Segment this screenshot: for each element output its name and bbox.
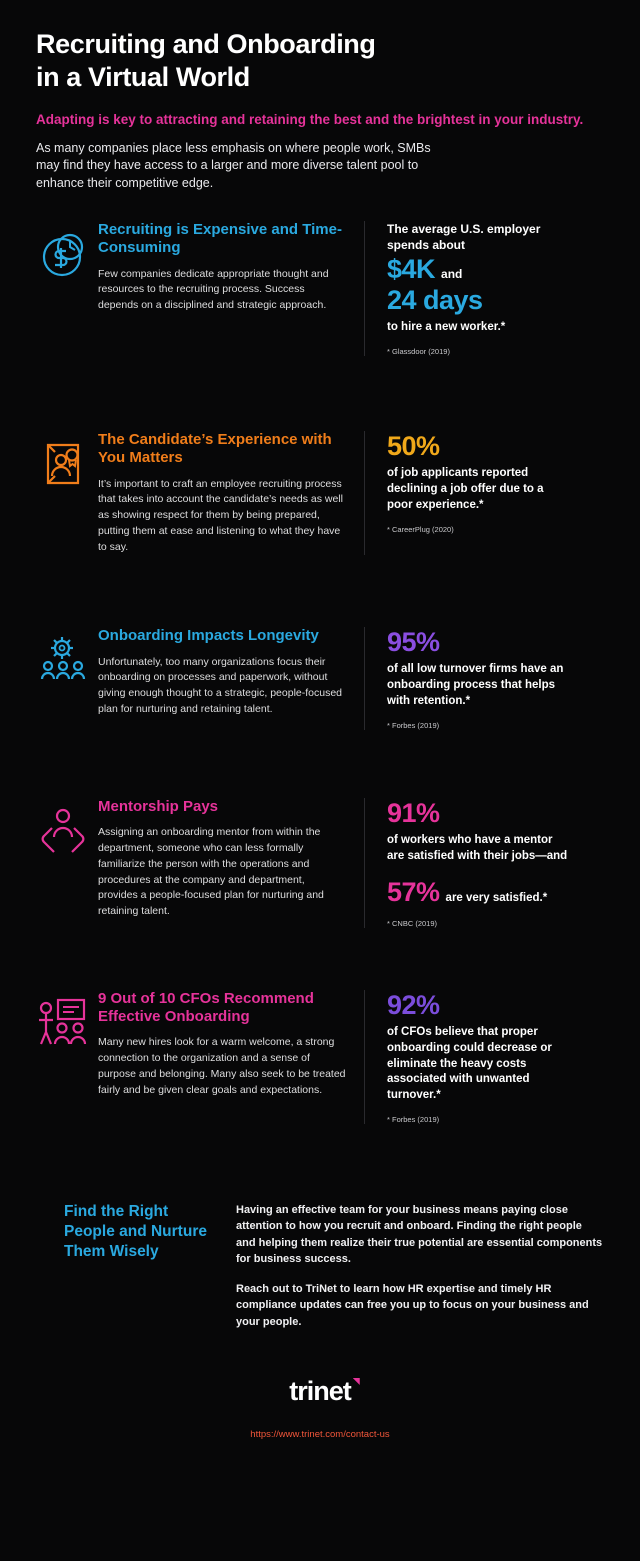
section-cfo-onboarding: [0, 990, 640, 1124]
section-body: [98, 798, 360, 928]
stat-value-primary: 95%: [387, 627, 440, 658]
footer-paragraph-2: Reach out to TriNet to learn how HR expertise and timely HR compliance updates can free you up to focus on your business and your people.: [236, 1283, 589, 1328]
section-body: [98, 221, 360, 356]
stat-value-primary: 91%: [387, 797, 440, 828]
page-subtitle: Adapting is key to attracting and retaining the best and the brightest in your industry.: [36, 111, 584, 127]
gear-people-icon: [36, 627, 98, 730]
stat-source: * Glassdoor (2019): [387, 346, 450, 356]
stat-value-secondary: 24 days: [387, 285, 483, 316]
section-mentorship-pays: [0, 798, 640, 928]
stat-tail: are very satisfied.*: [445, 891, 548, 904]
page-title-line2: in a Virtual World: [36, 61, 250, 92]
section-stat: [364, 798, 569, 928]
page-intro: As many companies place less emphasis on where people work, SMBs may find they have access to a larger and more diverse talent pool to enhance their competitive edge.: [36, 140, 431, 191]
stat-description: of job applicants reported declining a job offer due to a poor experience.*: [387, 467, 544, 511]
section-heading: Onboarding Impacts Longevity: [98, 627, 319, 645]
stat-value-primary: 92%: [387, 989, 440, 1020]
stat-value-primary: 50%: [387, 430, 440, 461]
section-recruiting-expensive: [0, 221, 640, 356]
stat-lead: The average U.S. employer spends about: [387, 221, 541, 253]
stat-source: * Forbes (2019): [387, 720, 440, 730]
stat-value-primary: $4K: [387, 254, 436, 285]
section-stat: [364, 431, 569, 555]
section-heading: 9 Out of 10 CFOs Recommend Effective Onboarding: [98, 989, 314, 1026]
brand-tick-icon: [353, 1378, 360, 1385]
section-body: [98, 990, 360, 1124]
section-text: It’s important to craft an employee recruiting process that takes into account the candidate’s needs as well as showing respect for them by being prepared, putting them at ease and listening to what they have to say.: [98, 477, 343, 553]
stat-description: of all low turnover firms have an onboarding process that helps with retention.*: [387, 663, 564, 708]
section-text: Unfortunately, too many organizations focus their onboarding on processes and paperwork, without giving enough thought to a strategic, people-focused plan for nurturing and retaining talent.: [98, 655, 343, 715]
stat-description: of CFOs believe that proper onboarding could decrease or eliminate the heavy costs associated with unwanted turnover.*: [387, 1025, 552, 1102]
stat-source: * CareerPlug (2020): [387, 524, 454, 534]
stat-conjunction: and: [441, 267, 463, 282]
brand-wordmark: [289, 1376, 351, 1407]
clock-dollar-icon: [36, 221, 98, 356]
footer-heading: Find the Right People and Nurture Them Wisely: [64, 1203, 207, 1261]
section-candidate-experience: [0, 431, 640, 555]
stat-source: * Forbes (2019): [387, 1115, 440, 1125]
stat-description: of workers who have a mentor are satisfied with their jobs—and: [387, 834, 568, 862]
section-heading: Mentorship Pays: [98, 797, 219, 815]
header: [0, 0, 640, 193]
page-title: [36, 28, 604, 94]
section-stat: [364, 627, 569, 730]
candidate-badge-icon: [36, 431, 98, 555]
footer-paragraph-1: Having an effective team for your business means paying close attention to how you recruit and onboard. Finding the right people and helping them realize their true potential are essential components for business success.: [236, 1204, 603, 1265]
stat-value-secondary: 57%: [387, 876, 440, 907]
section-text: Assigning an onboarding mentor from within the department, someone who can less formally familiarize the person with the operations and procedures at the company and department, provides a people-focused plan for nurturing and retaining talent.: [98, 826, 324, 917]
footer: [0, 1202, 640, 1330]
section-body: [98, 627, 360, 730]
page-title-line1: Recruiting and Onboarding: [36, 29, 376, 59]
stat-source: * CNBC (2019): [387, 918, 438, 928]
section-onboarding-longevity: [0, 627, 640, 730]
section-body: [98, 431, 360, 555]
brand-text: trinet: [289, 1375, 351, 1406]
section-stat: [364, 990, 569, 1124]
brand-logo: [0, 1376, 640, 1407]
footer-body: [236, 1202, 604, 1330]
section-stat: [364, 221, 569, 356]
section-heading: Recruiting is Expensive and Time-Consuming: [98, 220, 342, 257]
section-heading: The Candidate’s Experience with You Matters: [98, 430, 332, 467]
section-text: Few companies dedicate appropriate thought and resources to the recruiting process. Success depends on a disciplined and strategic approach.: [98, 267, 329, 312]
presentation-people-icon: [36, 990, 98, 1124]
stat-description: to hire a new worker.*: [387, 321, 506, 334]
hands-person-icon: [36, 798, 98, 928]
section-text: Many new hires look for a warm welcome, a strong connection to the organization and a sense of purpose and belonging. Many also seek to be treated fairly and be given clear goals and expectations.: [98, 1036, 346, 1096]
contact-url[interactable]: https://www.trinet.com/contact-us: [250, 1428, 390, 1440]
